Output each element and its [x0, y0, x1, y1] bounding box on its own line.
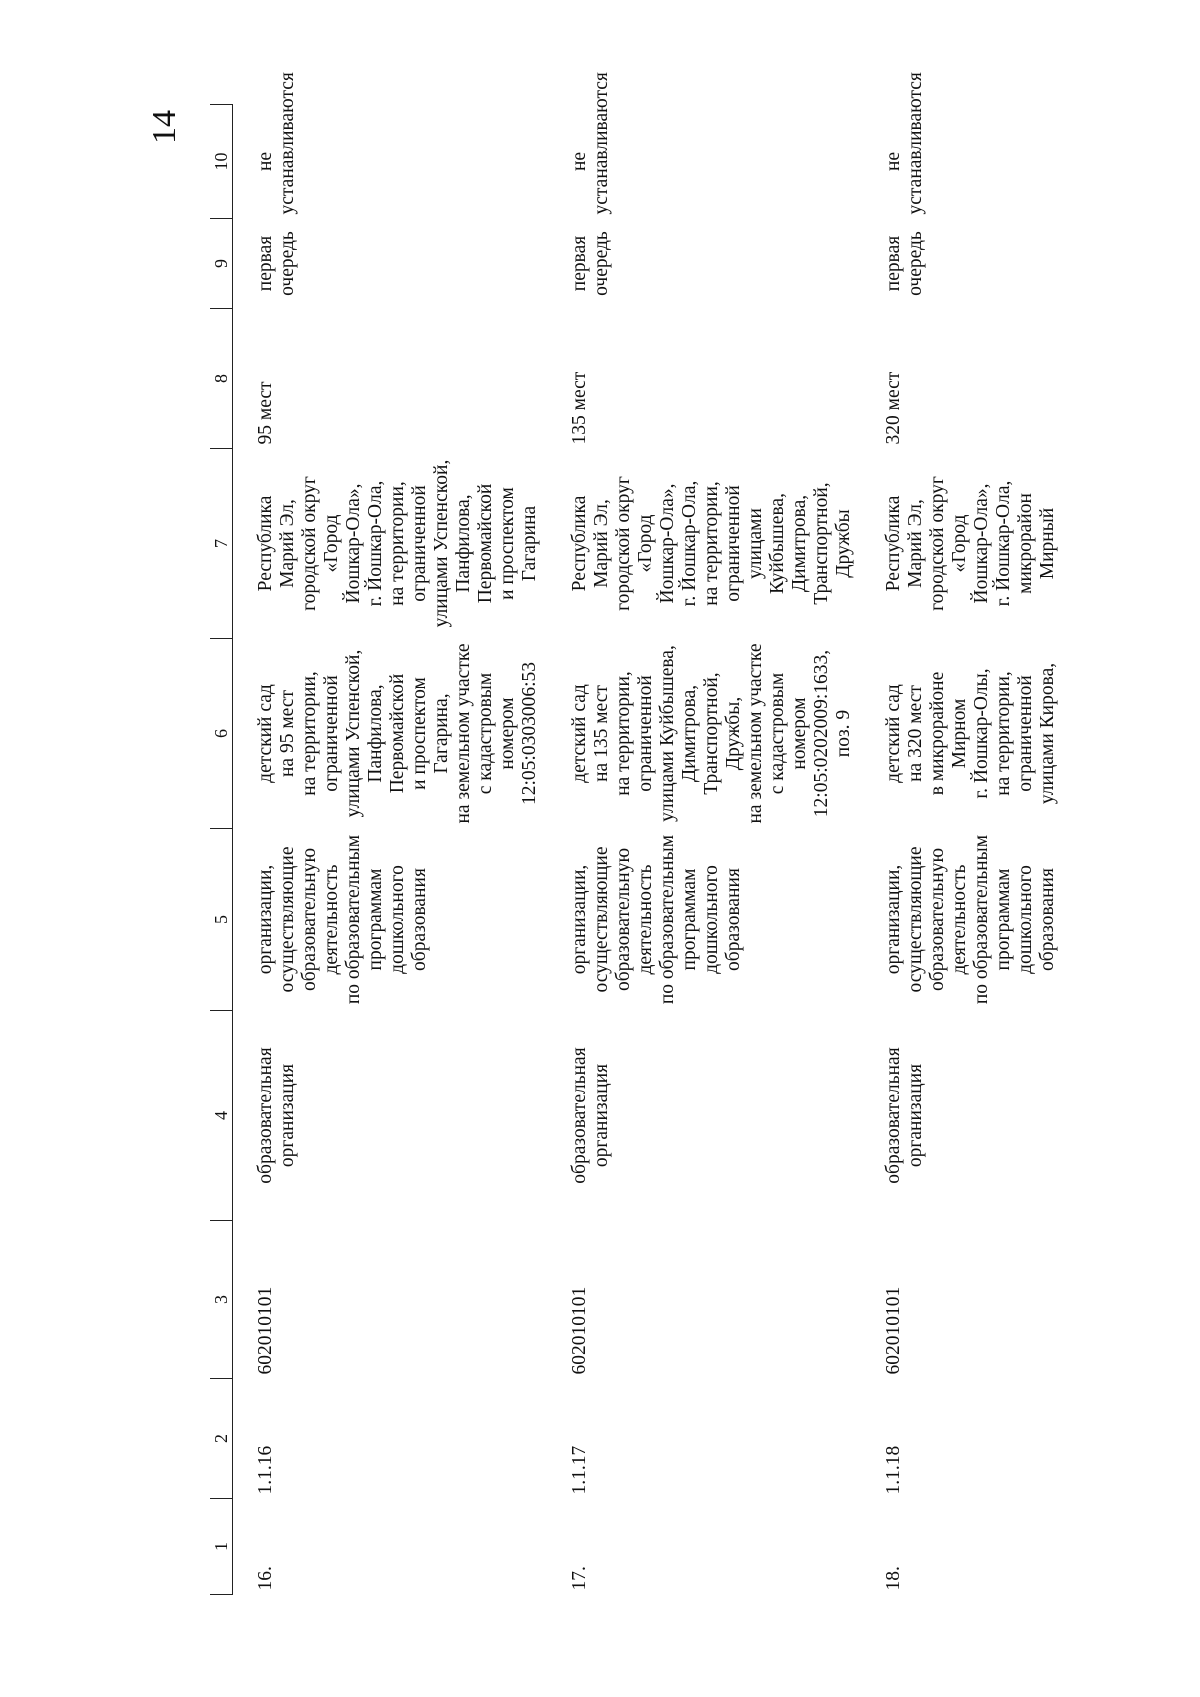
- cell-number: 16.: [255, 1566, 276, 1591]
- cell-stage: первая очередь: [882, 231, 926, 296]
- cell-object: детский сад на 135 мест на территории, ограниченной улицами Куйбышева, Димитрова, Транспортной, Дружбы, на земельном участке с кадастровым номером 12:05:0202009:1633, поз. 9: [568, 643, 854, 824]
- cell-code: 1.1.17: [568, 1445, 590, 1495]
- page-number: 14: [146, 110, 183, 144]
- cell-capacity: 135 мест: [568, 371, 590, 445]
- data-table: [210, 72, 1175, 1595]
- cell-classifier: 602010101: [568, 1286, 590, 1375]
- cell-type: образовательная организация: [255, 1047, 298, 1184]
- table-row: [861, 105, 1175, 1595]
- cell-stage: первая очередь: [568, 231, 612, 296]
- col-header: 4: [210, 1011, 233, 1221]
- cell-location: Республика Марий Эл, городской округ «Город Йошкар-Ола», г. Йошкар-Ола, на территории, ограниченной улицами Успенской, Панфилова, Первомайской и проспектом Гагарина: [255, 459, 540, 628]
- cell-zones: не устанавливаются: [568, 72, 612, 215]
- cell-object: детский сад на 95 мест на территории, ограниченной улицами Успенской, Панфилова, Первомайской и проспектом Гагарина, на земельном участке с кадастровым номером 12:05:0303006:53: [255, 643, 540, 824]
- col-header: 7: [210, 449, 233, 639]
- col-header: 2: [210, 1379, 233, 1499]
- col-header: 3: [210, 1221, 233, 1379]
- cell-zones: не устанавливаются: [882, 72, 926, 215]
- cell-zones: не устанавливаются: [255, 72, 298, 215]
- cell-code: 1.1.16: [255, 1445, 276, 1495]
- cell-capacity: 95 мест: [255, 381, 276, 445]
- cell-purpose: организации, осуществляющие образовательную деятельность по образовательным программам дошкольного образования: [882, 834, 1058, 1005]
- table-row: [547, 105, 861, 1595]
- cell-classifier: 602010101: [882, 1286, 904, 1375]
- cell-classifier: 602010101: [255, 1286, 276, 1375]
- col-header: 6: [210, 639, 233, 829]
- cell-number: 18.: [882, 1566, 904, 1591]
- col-header: 5: [210, 829, 233, 1011]
- col-header: 8: [210, 309, 233, 449]
- cell-location: Республика Марий Эл, городской округ «Город Йошкар-Ола», г. Йошкар-Ола, микрорайон Мирный: [882, 476, 1058, 611]
- cell-purpose: организации, осуществляющие образовательную деятельность по образовательным программам дошкольного образования: [255, 834, 430, 1005]
- col-header: 1: [210, 1499, 233, 1595]
- cell-type: образовательная организация: [882, 1047, 926, 1184]
- col-header: 9: [210, 219, 233, 309]
- cell-number: 17.: [568, 1566, 590, 1591]
- cell-location: Республика Марий Эл, городской округ «Город Йошкар-Ола», г. Йошкар-Ола, на территории, ограниченной улицами Куйбышева, Димитрова, Транспортной, Дружбы: [568, 476, 854, 611]
- header-row: [210, 105, 233, 1595]
- col-header: 10: [210, 105, 233, 219]
- cell-object: детский сад на 320 мест в микрорайоне Мирном г. Йошкар-Олы, на территории, ограниченной улицами Кирова,: [882, 662, 1058, 805]
- cell-stage: первая очередь: [255, 231, 298, 296]
- cell-purpose: организации, осуществляющие образовательную деятельность по образовательным программам дошкольного образования: [568, 834, 744, 1005]
- table-row: [233, 105, 547, 1595]
- rotated-table-wrapper: [210, 72, 1170, 1595]
- cell-capacity: 320 мест: [882, 371, 904, 445]
- cell-code: 1.1.18: [882, 1445, 904, 1495]
- cell-type: образовательная организация: [568, 1047, 612, 1184]
